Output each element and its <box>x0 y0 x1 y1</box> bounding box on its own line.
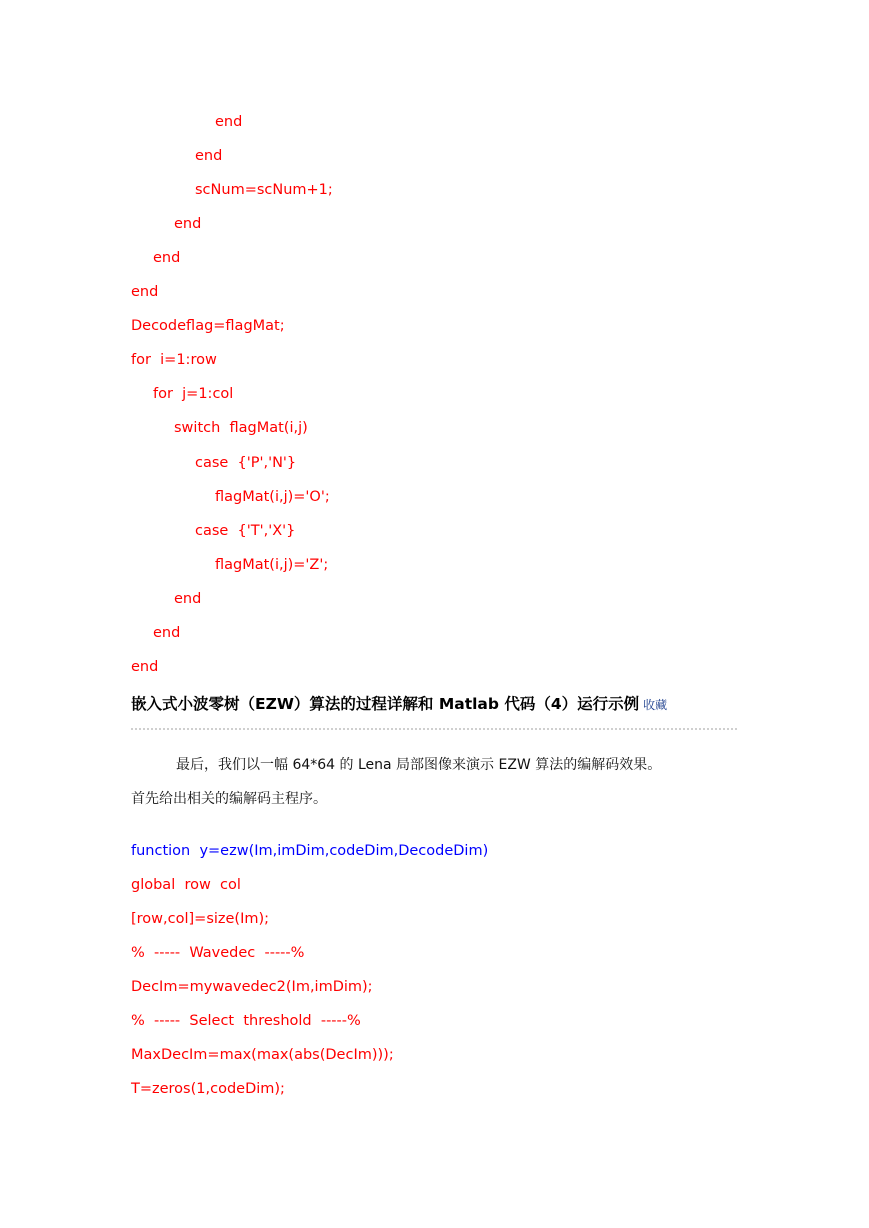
code-line: % ----- Select threshold -----% <box>131 1013 361 1029</box>
code-line: DecIm=mywavedec2(Im,imDim); <box>131 979 373 995</box>
code-line: % ----- Wavedec -----% <box>131 945 305 961</box>
code-line: end <box>195 148 223 164</box>
code-line: case {'T','X'} <box>195 523 296 539</box>
paragraph-intro: 最后，我们以一幅 64*64 的 Lena 局部图像来演示 EZW 算法的编解码效果。 <box>176 757 662 773</box>
code-line: global row col <box>131 877 241 893</box>
code-line: end <box>153 625 181 641</box>
code-line: flagMat(i,j)='O'; <box>215 489 330 505</box>
code-line: scNum=scNum+1; <box>195 182 333 198</box>
code-line: T=zeros(1,codeDim); <box>131 1081 285 1097</box>
code-line: end <box>174 216 202 232</box>
article-title <box>131 693 667 716</box>
dotted-divider <box>131 728 737 730</box>
code-line: [row,col]=size(Im); <box>131 911 270 927</box>
code-line: Decodeflag=flagMat; <box>131 318 285 334</box>
code-line: case {'P','N'} <box>195 455 297 471</box>
code-line: function y=ezw(Im,imDim,codeDim,DecodeDim) <box>131 843 489 859</box>
code-line: end <box>131 659 159 675</box>
favorite-link[interactable]: 收藏 <box>643 698 668 712</box>
article-title-text: 嵌入式小波零树（EZW）算法的过程详解和 Matlab 代码（4）运行示例 <box>131 695 640 713</box>
code-line: switch flagMat(i,j) <box>174 420 308 436</box>
paragraph-lead: 首先给出相关的编解码主程序。 <box>131 791 327 807</box>
code-line: for j=1:col <box>153 386 234 402</box>
code-line: end <box>174 591 202 607</box>
code-line: for i=1:row <box>131 352 217 368</box>
code-line: MaxDecIm=max(max(abs(DecIm))); <box>131 1047 394 1063</box>
code-line: end <box>215 114 243 130</box>
code-line: end <box>153 250 181 266</box>
code-line: end <box>131 284 159 300</box>
code-line: flagMat(i,j)='Z'; <box>215 557 329 573</box>
